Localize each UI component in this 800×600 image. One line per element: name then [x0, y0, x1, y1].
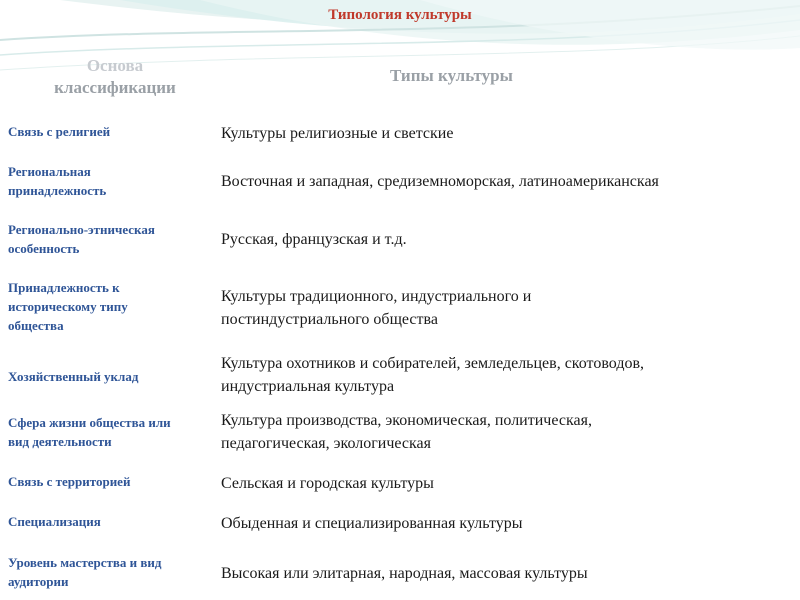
row-basis: Хозяйственный уклад	[8, 369, 139, 384]
row-types: Культуры традиционного, индустриального и постиндустриального общества	[221, 288, 532, 328]
row-types: Культура производства, экономическая, политическая, педагогическая, экологическая	[221, 412, 592, 452]
row-types: Высокая или элитарная, народная, массовая культуры	[221, 565, 588, 582]
row-types: Культуры религиозные и светские	[221, 125, 454, 142]
row-basis: Уровень мастерства и вид аудитории	[8, 555, 162, 589]
row-basis: Регионально-этническая особенность	[8, 222, 155, 256]
row-types: Восточная и западная, средиземноморская, латиноамериканская	[221, 173, 659, 190]
column-header-basis-line1: Основа	[86, 56, 144, 75]
column-header-basis-line2: классификации	[54, 78, 176, 97]
row-types: Культура охотников и собирателей, земледельцев, скотоводов, индустриальная культура	[221, 355, 645, 395]
row-basis: Связь с территорией	[8, 474, 131, 489]
row-basis: Региональная принадлежность	[8, 164, 107, 198]
column-header-basis	[30, 55, 200, 99]
row-basis: Связь с религией	[8, 124, 111, 139]
row-basis: Сфера жизни общества или вид деятельности	[8, 415, 171, 449]
column-header-types: Типы культуры	[390, 66, 513, 85]
row-types: Сельская и городская культуры	[221, 475, 434, 492]
row-basis: Принадлежность к историческому типу общества	[8, 280, 128, 333]
row-types: Обыденная и специализированная культуры	[221, 515, 523, 532]
slide-title: Типология культуры	[328, 7, 472, 23]
row-basis: Специализация	[8, 514, 101, 529]
row-types: Русская, французская и т.д.	[221, 231, 407, 248]
